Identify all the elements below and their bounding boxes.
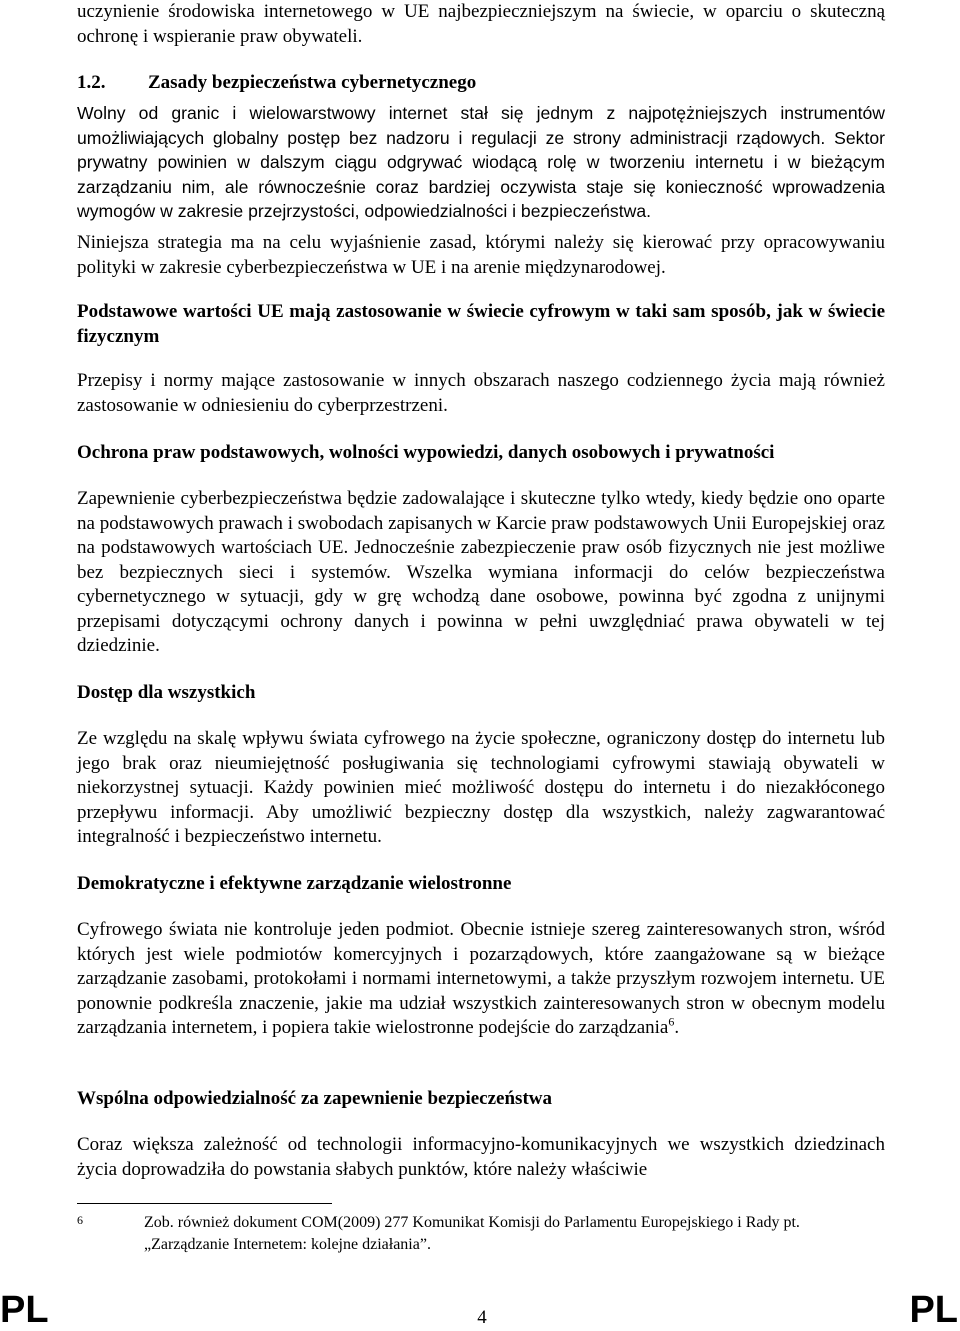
subsection-heading: Demokratyczne i efektywne zarządzanie wielostronne [77,873,512,894]
footnote [77,1212,885,1256]
subsection-heading: Dostęp dla wszystkich [77,682,256,703]
subsection-body [77,918,885,1041]
subsection-body: Coraz większa zależność od technologii informacyjno-komunikacyjnych we wszystkich dziedzinach życia doprowadziła do powstania słabych punktów, które należy właściwie [77,1134,885,1180]
footnote-text: Zob. również dokument COM(2009) 277 Komunikat Komisji do Parlamentu Europejskiego i Rady pt. „Zarządzanie Internetem: kolejne działania”. [144,1214,800,1253]
footnote-reference[interactable]: 6 [668,1014,675,1029]
subsection-body-text: Cyfrowego świata nie kontroluje jeden podmiot. Obecnie istnieje szereg zainteresowanych stron, wśród których jest wiele podmiotów komercyjnych i pozarządowych, które zaangażowane są w bieżące zarządzanie zasobami, protokołami i normami internetowymi, a także przyszłym rozwojem internetu. UE ponownie podkreśla znaczenie, jakie ma udział wszystkich zainteresowanych stron w obecnym modelu zarządzania internetem, i popiera takie wielostronne podejście do zarządzania [77,919,885,1038]
subsection-body: Przepisy i normy mające zastosowanie w innych obszarach naszego codziennego życia mają również zastosowanie w odniesieniu do cyberprzestrzeni. [77,370,885,416]
section-intro-paragraph-2: Niniejsza strategia ma na celu wyjaśnienie zasad, którymi należy się kierować przy opracowywaniu polityki w zakresie cyberbezpieczeństwa w UE i na arenie międzynarodowej. [77,232,885,278]
intro-paragraph: uczynienie środowiska internetowego w UE najbezpieczniejszym na świecie, w oparciu o skuteczną ochronę i wspieranie praw obywateli. [77,1,885,47]
section-title-text: Zasady bezpieczeństwa cybernetycznego [148,72,477,93]
subsection-heading: Wspólna odpowiedzialność za zapewnienie bezpieczeństwa [77,1088,552,1109]
language-code-right: PL [909,1289,958,1331]
section-title [77,71,885,96]
section-intro-paragraph: Wolny od granic i wielowarstwowy internet stał się jednym z najpotężniejszych instrumentów umożliwiających globalny postęp bez nadzoru i regulacji ze strony administracji rządowych. Sektor prywatny powinien w dalszym ciągu odgrywać wiodącą rolę w tworzeniu internetu i w bieżącym zarządzaniu nim, ale równocześnie coraz bardziej oczywista staje się konieczność wprowadzenia wymogów w zakresie przejrzystości, odpowiedzialności i bezpieczeństwa. [77,103,885,221]
subsection-heading: Podstawowe wartości UE mają zastosowanie w świecie cyfrowym w taki sam sposób, jak w świecie fizycznym [77,301,885,347]
subsection-body: Ze względu na skalę wpływu świata cyfrowego na życie społeczne, ograniczony dostęp do internetu lub jego brak oraz nieumiejętność posługiwania się technologiami cyfrowymi stawiają obywateli w niekorzystnej sytuacji. Każdy powinien mieć możliwość dostępu do internetu i do niezakłóconego przepływu informacji. Aby umożliwić bezpieczny dostęp dla wszystkich, należy zagwarantować integralność i bezpieczeństwo internetu. [77,728,885,847]
subsection-body-end: . [674,1017,680,1038]
subsection-heading: Ochrona praw podstawowych, wolności wypowiedzi, danych osobowych i prywatności [77,442,775,463]
section-number: 1.2. [77,72,106,93]
page-number: 4 [477,1307,487,1328]
subsection-body: Zapewnienie cyberbezpieczeństwa będzie zadowalające i skuteczne tylko wtedy, kiedy będzie ono oparte na podstawowych prawach i swobodach zapisanych w Karcie praw podstawowych Unii Europejskiej oraz na podstawowych wartościach UE. Jednocześnie zabezpieczenie praw osób fizycznych nie jest możliwe bez bezpiecznych sieci i systemów. Wszelka wymiana informacji do celów bezpieczeństwa cybernetycznego w sytuacji, gdy w grę wchodzą dane osobowe, powinna być zgodna z unijnymi przepisami dotyczącymi ochrony danych i powinna w pełni uwzględniać prawa obywateli w tej dziedzinie. [77,488,885,656]
footnote-separator [77,1203,332,1204]
footnote-mark: 6 [77,1213,83,1227]
language-code-left: PL [0,1289,49,1331]
